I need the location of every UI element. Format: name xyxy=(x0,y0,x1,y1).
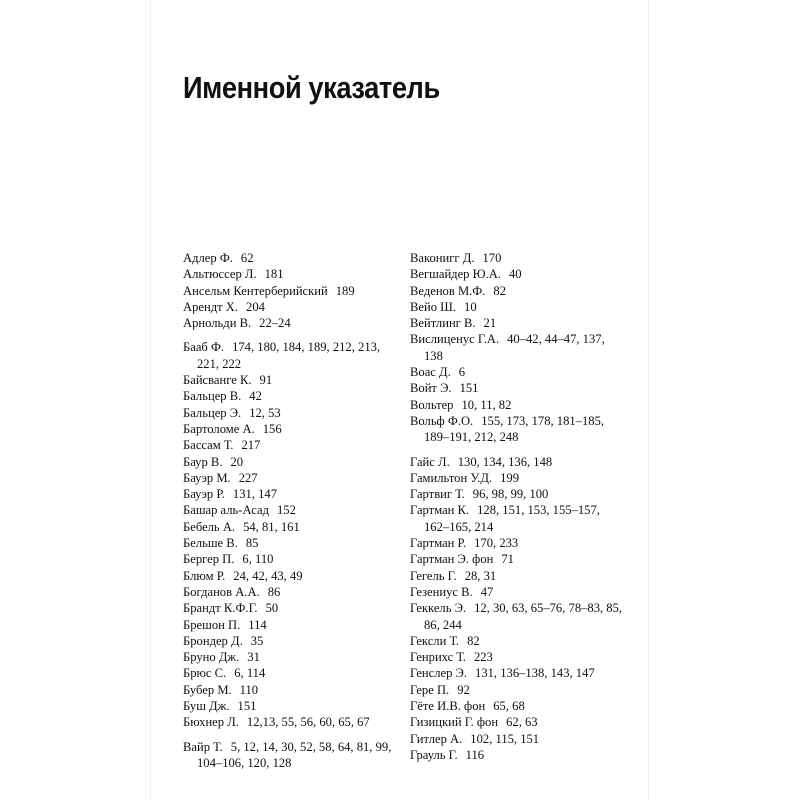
index-entry xyxy=(183,299,393,315)
index-entry xyxy=(410,698,625,714)
index-entry-pages: 181 xyxy=(264,267,284,282)
index-entry xyxy=(410,568,625,584)
index-entry-name: Гитлер А. xyxy=(410,731,463,746)
index-entry xyxy=(183,486,393,502)
index-entry-name: Бубер М. xyxy=(183,682,232,697)
index-entry xyxy=(183,250,393,266)
index-entry xyxy=(410,502,625,535)
index-entry-name: Альтюссер Л. xyxy=(183,267,257,282)
index-entry-pages: 12, 30, 63, 65–76, 78–83, 85, 86, 244 xyxy=(424,601,623,632)
index-entry xyxy=(410,486,625,502)
index-entry xyxy=(183,388,393,404)
index-entry xyxy=(183,372,393,388)
index-entry xyxy=(410,413,625,446)
index-entry-name: Байсванге К. xyxy=(183,373,252,388)
index-entry-name: Баур В. xyxy=(183,454,223,469)
index-entry xyxy=(410,633,625,649)
index-entry-name: Генслер Э. xyxy=(410,666,468,681)
index-entry-name: Гезениус В. xyxy=(410,584,473,599)
index-entry xyxy=(183,739,393,772)
index-entry-name: Брандт К.Ф.Г. xyxy=(183,601,258,616)
index-entry-pages: 10, 11, 82 xyxy=(461,397,512,412)
index-entry-name: Вислиценус Г.А. xyxy=(410,332,500,347)
index-entry-pages: 151 xyxy=(459,381,479,396)
index-entry-name: Гартман К. xyxy=(410,503,470,518)
index-entry-pages: 40–42, 44–47, 137, 138 xyxy=(424,332,605,363)
index-entry-pages: 82 xyxy=(467,633,480,648)
index-entry xyxy=(183,665,393,681)
index-entry-name: Бааб Ф. xyxy=(183,340,225,355)
index-entry-name: Бауэр М. xyxy=(183,470,231,485)
index-entry-pages: 22–24 xyxy=(259,316,291,331)
index-entry xyxy=(183,421,393,437)
index-entry-pages: 82 xyxy=(493,283,506,298)
index-entry xyxy=(410,600,625,633)
index-entry-name: Блюм Р. xyxy=(183,568,226,583)
index-entry xyxy=(410,364,625,380)
index-entry-name: Арендт Х. xyxy=(183,299,239,314)
index-entry-pages: 170, 233 xyxy=(474,536,519,551)
index-entry-pages: 85 xyxy=(245,536,259,551)
index-entry-pages: 71 xyxy=(501,552,514,567)
index-entry-pages: 6 xyxy=(458,365,466,380)
index-entry-pages: 28, 31 xyxy=(464,568,497,583)
index-entry xyxy=(183,617,393,633)
index-entry-name: Бюхнер Л. xyxy=(183,715,239,730)
index-entry-pages: 204 xyxy=(246,299,265,314)
index-entry-name: Адлер Ф. xyxy=(183,251,233,265)
index-entry xyxy=(183,339,393,372)
index-entry-name: Вайр Т. xyxy=(183,739,223,754)
index-entry-pages: 199 xyxy=(500,470,519,485)
index-entry-name: Брюс С. xyxy=(183,666,227,681)
index-entry-name: Бассам Т. xyxy=(183,438,234,453)
index-entry-pages: 35 xyxy=(250,633,264,648)
index-entry xyxy=(410,649,625,665)
index-entry-name: Брондер Д. xyxy=(183,633,243,648)
index-entry-name: Гартвиг Т. xyxy=(410,487,465,502)
index-entry-name: Бергер П. xyxy=(183,552,235,567)
page-title: Именной указатель xyxy=(183,70,440,105)
index-entry xyxy=(410,397,625,413)
index-entry xyxy=(183,633,393,649)
index-entry-name: Гамильтон У.Д. xyxy=(410,470,493,485)
index-entry xyxy=(183,551,393,567)
index-entry-name: Бебель А. xyxy=(183,519,236,534)
index-entry-pages: 170 xyxy=(482,251,502,265)
index-entry xyxy=(410,470,625,486)
index-entry xyxy=(183,502,393,518)
index-entry-pages: 156 xyxy=(262,421,282,436)
index-entry-name: Гизицкий Г. фон xyxy=(410,715,499,730)
index-entry-pages: 31 xyxy=(247,650,260,665)
index-entry-pages: 152 xyxy=(277,503,296,518)
index-entry-name: Гартман Р. xyxy=(410,536,467,551)
index-entry-pages: 5, 12, 14, 30, 52, 58, 64, 81, 99, 104–106, 120, 128 xyxy=(197,739,392,770)
index-entry-name: Воас Д. xyxy=(410,365,451,380)
index-entry xyxy=(183,600,393,616)
index-entry xyxy=(410,315,625,331)
index-entry-name: Войт Э. xyxy=(410,381,452,396)
index-entry-name: Арнольди В. xyxy=(183,316,252,331)
index-entry-pages: 131, 136–138, 143, 147 xyxy=(475,666,595,681)
index-entry xyxy=(410,250,625,266)
index-entry-pages: 6, 114 xyxy=(234,666,266,681)
index-entry-pages: 110 xyxy=(239,682,259,697)
index-entry xyxy=(410,747,625,763)
index-entry-name: Вейтлинг В. xyxy=(410,316,476,331)
index-entry xyxy=(410,331,625,364)
index-entry xyxy=(183,535,393,551)
index-entry xyxy=(410,584,625,600)
index-entry-pages: 155, 173, 178, 181–185, 189–191, 212, 248 xyxy=(424,413,605,445)
index-entry-name: Гексли Т. xyxy=(410,633,460,648)
index-entry-pages: 42 xyxy=(249,389,262,404)
index-entry xyxy=(183,405,393,421)
index-entry xyxy=(410,731,625,747)
index-entry-name: Богданов А.А. xyxy=(183,584,260,599)
index-entry xyxy=(183,714,393,730)
index-entry xyxy=(410,299,625,315)
index-entry-name: Гере П. xyxy=(410,682,450,697)
index-entry-name: Брешон П. xyxy=(183,617,241,632)
index-entry xyxy=(183,266,393,282)
index-entry-pages: 189 xyxy=(335,283,355,298)
index-entry-pages: 174, 180, 184, 189, 212, 213, 221, 222 xyxy=(197,340,381,371)
index-entry xyxy=(183,568,393,584)
index-entry-name: Бельше В. xyxy=(183,536,238,551)
index-entry-name: Бальцер В. xyxy=(183,389,242,404)
index-entry xyxy=(183,437,393,453)
index-entry-pages: 50 xyxy=(265,601,279,616)
index-entry xyxy=(183,682,393,698)
index-entry xyxy=(410,714,625,730)
index-entry-name: Бауэр Р. xyxy=(183,487,225,502)
index-entry xyxy=(183,454,393,470)
index-entry xyxy=(410,535,625,551)
index-entry-pages: 12, 53 xyxy=(249,405,281,420)
index-entry xyxy=(183,519,393,535)
index-entry-name: Геккель Э. xyxy=(410,601,467,616)
index-entry-pages: 10 xyxy=(464,299,477,314)
index-entry-pages: 114 xyxy=(248,617,267,632)
index-entry-pages: 21 xyxy=(483,316,497,331)
index-entry-pages: 227 xyxy=(238,470,258,485)
index-entry xyxy=(183,649,393,665)
index-entry-pages: 24, 42, 43, 49 xyxy=(233,568,303,583)
index-entry xyxy=(183,315,393,331)
index-entry-name: Ансельм Кентерберийский xyxy=(183,283,328,298)
index-entry-pages: 92 xyxy=(457,682,470,697)
index-entry-name: Грауль Г. xyxy=(410,747,458,762)
index-entry xyxy=(410,665,625,681)
index-entry-pages: 65, 68 xyxy=(493,699,525,714)
index-entry-pages: 62 xyxy=(240,251,254,265)
index-entry-name: Гартман Э. фон xyxy=(410,552,494,567)
index-entry-pages: 6, 110 xyxy=(242,552,274,567)
index-entry xyxy=(410,682,625,698)
index-entry-pages: 91 xyxy=(259,373,273,388)
index-column-left xyxy=(183,250,393,771)
index-entry-name: Буш Дж. xyxy=(183,699,230,714)
index-entry xyxy=(410,283,625,299)
index-entry-name: Генрихс Т. xyxy=(410,650,466,665)
index-entry-pages: 62, 63 xyxy=(506,715,538,730)
index-entry-pages: 54, 81, 161 xyxy=(243,519,300,534)
index-entry-name: Ваконигг Д. xyxy=(410,251,475,265)
index-entry xyxy=(183,283,393,299)
index-entry-pages: 116 xyxy=(465,747,485,762)
index-entry-name: Бруно Дж. xyxy=(183,650,240,665)
index-entry xyxy=(410,454,625,470)
index-entry xyxy=(410,551,625,567)
index-entry-pages: 217 xyxy=(241,438,261,453)
index-entry-name: Гегель Г. xyxy=(410,568,457,583)
index-entry-pages: 151 xyxy=(237,699,257,714)
index-entry-pages: 223 xyxy=(473,650,493,665)
index-entry xyxy=(183,698,393,714)
index-entry xyxy=(410,380,625,396)
index-entry-name: Веденов М.Ф. xyxy=(410,283,486,298)
index-entry-pages: 12,13, 55, 56, 60, 65, 67 xyxy=(246,715,370,730)
index-entry-pages: 102, 115, 151 xyxy=(470,731,540,746)
index-entry-name: Бартоломе А. xyxy=(183,421,255,436)
index-entry xyxy=(183,470,393,486)
index-entry-pages: 40 xyxy=(508,267,522,282)
index-entry-name: Башар аль-Асад xyxy=(183,503,269,518)
index-entry-name: Вольтер xyxy=(410,397,454,412)
index-entry-pages: 20 xyxy=(230,454,244,469)
index-entry-name: Гёте И.В. фон xyxy=(410,699,486,714)
index-column-right xyxy=(410,250,625,763)
index-entry-pages: 96, 98, 99, 100 xyxy=(472,487,549,502)
index-entry xyxy=(410,266,625,282)
index-entry-pages: 128, 151, 153, 155–157, 162–165, 214 xyxy=(424,503,600,534)
index-entry-name: Вольф Ф.О. xyxy=(410,413,474,428)
index-entry-name: Гайс Л. xyxy=(410,454,450,469)
index-entry-pages: 47 xyxy=(480,584,494,599)
index-entry xyxy=(183,584,393,600)
index-entry-name: Вейо Ш. xyxy=(410,299,457,314)
index-entry-pages: 131, 147 xyxy=(232,487,277,502)
index-entry-pages: 86 xyxy=(267,584,281,599)
index-entry-name: Бальцер Э. xyxy=(183,405,242,420)
index-entry-name: Вегшайдер Ю.А. xyxy=(410,267,501,282)
index-entry-pages: 130, 134, 136, 148 xyxy=(457,454,553,469)
